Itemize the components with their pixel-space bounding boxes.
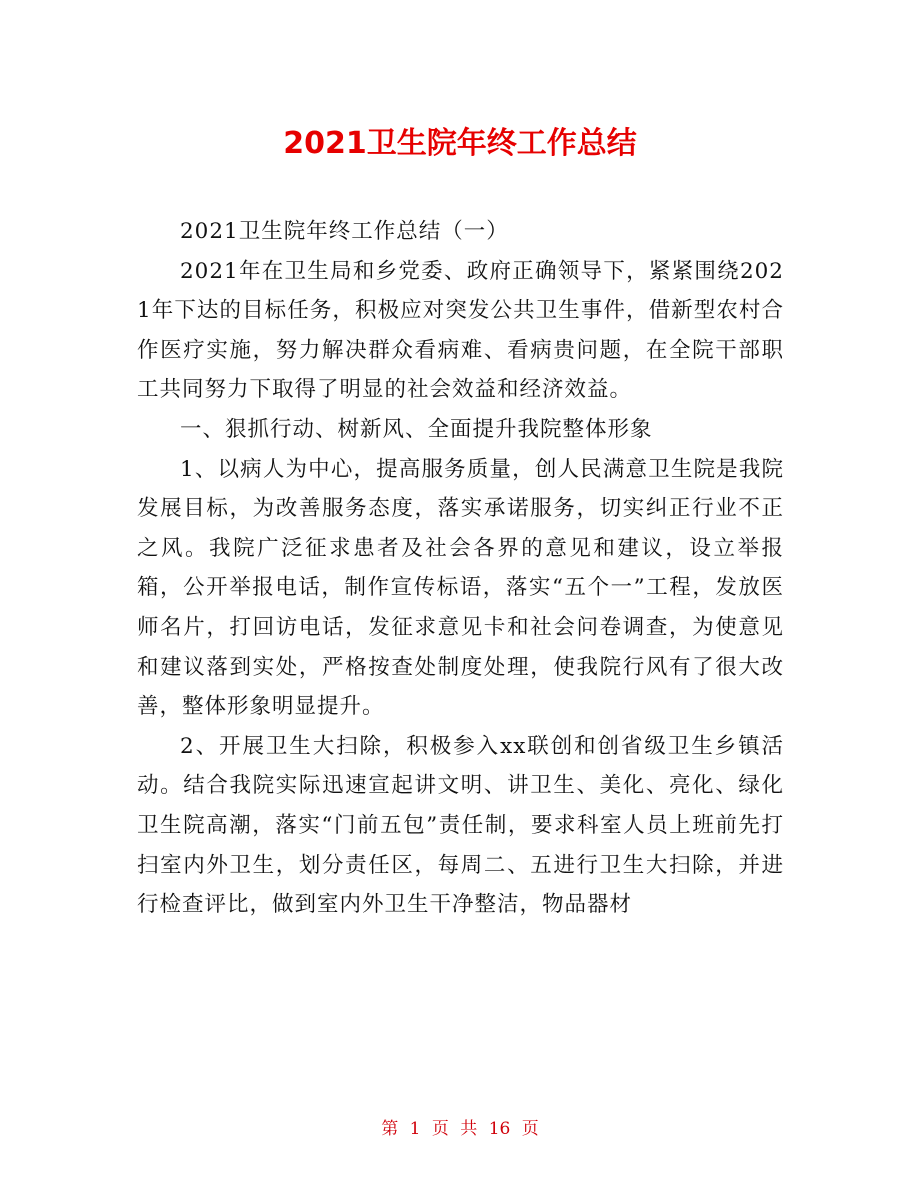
paragraph-item-2: 2、开展卫生大扫除，积极参入xx联创和创省级卫生乡镇活动。结合我院实际迅速宣起讲文明、讲卫生、美化、亮化、绿化卫生院高潮，落实“门前五包”责任制，要求科室人员上班前先打扫室内外卫生，划分责任区，每周二、五进行卫生大扫除，并进行检查评比，做到室内外卫生干净整洁，物品器材 <box>137 733 784 918</box>
document-body <box>137 212 784 925</box>
section-heading: 2021卫生院年终工作总结（一） <box>180 219 509 244</box>
document-title: 2021卫生院年终工作总结 <box>283 126 637 161</box>
paragraph-item-1: 1、以病人为中心，提高服务质量，创人民满意卫生院是我院发展目标，为改善服务态度，落实承诺服务，切实纠正行业不正之风。我院广泛征求患者及社会各界的意见和建议，设立举报箱，公开举报电话，制作宣传标语，落实“五个一”工程，发放医师名片，打回访电话，发征求意见卡和社会问卷调查，为使意见和建议落到实处，严格按查处制度处理，使我院行风有了很大改善，整体形象明显提升。 <box>137 456 784 720</box>
subsection-heading: 一、狠抓行动、树新风、全面提升我院整体形象 <box>180 416 653 442</box>
paragraph-intro: 2021年在卫生局和乡党委、政府正确领导下，紧紧围绕2021年下达的目标任务，积极应对突发公共卫生事件，借新型农村合作医疗实施，努力解决群众看病难、看病贵问题，在全院干部职工共同努力下取得了明显的社会效益和经济效益。 <box>137 258 784 403</box>
page-number-footer: 第 1 页 共 16 页 <box>381 1119 539 1139</box>
